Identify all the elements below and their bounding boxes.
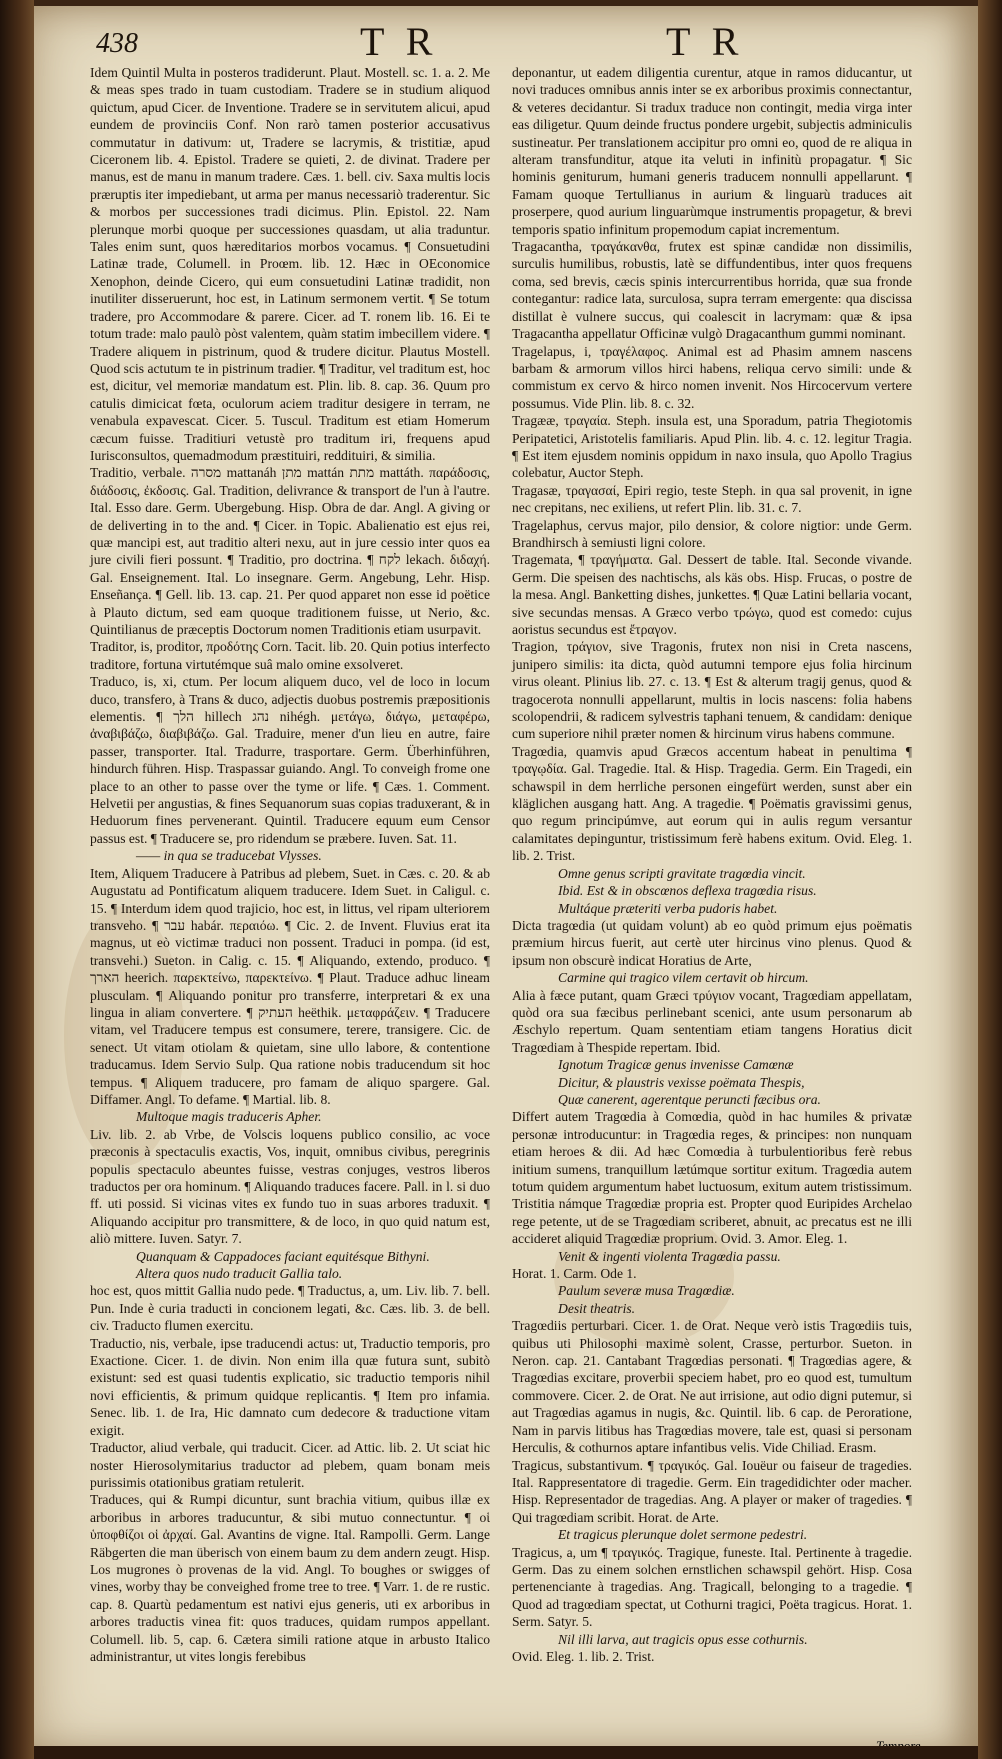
entry-paragraph: Traditor, is, proditor, προδότης Corn. Tacit. lib. 20. Quin potius interfecto traditore, fortuna virtutémque suâ malo omine exsolveret. [90, 639, 490, 672]
entry-paragraph: Tragelaphus, cervus major, pilo densior, & colore nigtior: unde Germ. Brandhirsch à semiusti ligni colore. [512, 517, 912, 550]
running-head-right: T R [666, 19, 745, 64]
entry-paragraph: Traduco, is, xi, ctum. Per locum aliquem duco, vel de loco in locum duco, transfero, à Trans & duco, adjectis duobus postremis præpositionis elementis. ¶ הלך hillech נהג nihégh. μετάγω, διάγω, μεταφέρω, ἀναβιβάζω, διαβιβάζω. Gal. Traduire, mener d'un lieu en autre, faire passer, transporter. Ital. Tradurre, trasportare. Germ. Überhinführen, hindurch führen. Hisp. Traspassar guiando. Angl. To conveigh frome one place to an other to passe over the tyme or life. ¶ Cæs. 1. Comment. Helvetii per angustias, & fines Sequanorum suas copias traduxerant, & in Heduorum fines pervenerant. Quintil. Traducere equum eum Censor passus est. ¶ Traducere se, pro ridendum se præbere. Iuven. Sat. 11. [90, 674, 490, 846]
entry-paragraph: Liv. lib. 2. ab Vrbe, de Volscis loquens publico consilio, ac voce præconis à spectaculis exactis, Vos, inquit, omnibus civibus, peregrinis populis spectaculo abeuntes fuisse, vestras conjuges, vestros liberos traductos per ora hominum. ¶ Aliquando traduces facere. Pall. in l. si duo ff. uti possid. Si vicinas vites ex fundo tuo in suas arbores traduxit. ¶ Aliquando accipitur pro transmittere, & de loco, in quo quid natum est, aliò mittere. Iuven. Satyr. 7. [90, 1126, 490, 1247]
verse-quote: Venit & ingenti violenta Tragœdia passu. [558, 1248, 781, 1264]
book-binding [0, 0, 34, 1759]
entry-paragraph: Traductio, nis, verbale, ipse traducendi actus: ut, Traductio temporis, pro Exactione. Cicer. 1. de divin. Non enim illa quæ futura sunt, subitò existunt: sed est quasi tudentis explicatio, sic traductio temporis nihil novi efficientis, & primum quidque replicantis. ¶ Item pro infamia. Senec. lib. 1. de Ira, Hic damnato cum dedecore & traductione vitam exigit. [90, 1335, 490, 1438]
verse-quote: Multáque præteriti verba pudoris habet. [558, 900, 778, 916]
verse-quote: Ibid. Est & in obscœnos deflexa tragœdia risus. [558, 883, 817, 899]
entry-paragraph: Dicta tragœdia (ut quidam volunt) ab eo quòd primum ejus poëmatis præmium hircus fuerit, aut certè uter hircinus vino plenus. Quod & ipsum non obscurè indicat Horatius de Arte, [512, 917, 912, 968]
left-column [90, 64, 490, 1665]
entry-paragraph: Tragelapus, i, τραγέλαφος. Animal est ad Phasim amnem nascens barbam & armorum villos hirci habens, reliqua cervo simili: unde & commistum ex cervo & hirco nomen invenit. Nos Hircocervum vertere possumus. Vide Plin. lib. 8. c. 32. [512, 343, 912, 411]
entry-paragraph: Tragœdiis perturbari. Cicer. 1. de Orat. Neque verò istis Tragœdiis tuis, quibus uti Philosophi maximè solent, Crasse, perturbor. Sueton. in Neron. cap. 21. Cantabant Tragœdias personati. ¶ Tragœdias agere, & Tragœdias excitare, proverbii speciem habet, pro eo quod est, tumultum commovere. Cicer. 2. de Orat. Ne aut irrisione, aut odio digni putemur, si aut Tragœdias agamus in nugis, &c. Quintil. lib. 6 cap. de Peroratione, Nam in parvis litibus has Tragœdias movere, tale est, quasi si personam Herculis, & cothurnos aptare infantibus velis. Vide Chiliad. Erasm. [512, 1318, 912, 1456]
entry-paragraph: Ovid. Eleg. 1. lib. 2. Trist. [512, 1648, 655, 1664]
entry-paragraph: Traditio, verbale. מסרה mattanáh מתן mattán מתת mattáth. παράδοσις, διάδοσις, ἐκδοσις. Gal. Tradition, delivrance & transport de l'un à l'autre. Ital. Esso dare. Germ. Ubergebung. Hisp. Obra de dar. Angl. A giving or de deliverting in to the and. ¶ Cicer. in Topic. Abalienatio est ejus rei, quæ mancipi est, aut traditio alteri nexu, aut in jure cessio inter quos ea jure civili fieri possunt. ¶ Traditio, pro doctrina. ¶ לקח lekach. διδαχή. Gal. Enseignement. Ital. Lo insegnare. Germ. Angebung, Lehr. Hisp. Enseñança. ¶ Gell. lib. 13. cap. 21. Per quod apparet non esse id poëtice à Plauto dictum, sed eam quoque traditionem fuisse, ut Nerio, &c. Quintilianus de præceptis Doctorum nomen Traditionis etiam usurpavit. [90, 465, 490, 637]
entry-paragraph: Alia à fæce putant, quam Græci τρύγιον vocant, Tragœdiam appellatam, quòd ora sua fæcibus perlinebant scenici, ante usum personarum ab Æschylo repertum. Quam sententiam etiam tangens Horatius dicit Tragœdiam à Thespide repertam. Ibid. [512, 987, 912, 1055]
verse-quote: Ignotum Tragicæ genus invenisse Camœnæ [558, 1057, 794, 1073]
verse-quote: Carmine qui tragico vilem certavit ob hircum. [558, 970, 809, 986]
verse-quote: Et tragicus plerunque dolet sermone pedestri. [558, 1527, 808, 1543]
entry-paragraph: hoc est, quos mittit Gallia nudo pede. ¶ Traductus, a, um. Liv. lib. 7. bell. Pun. Inde è curia traducti in concionem legati, &c. Cæs. lib. 3. de bell. civ. Traducto flumen exercitu. [90, 1283, 490, 1334]
entry-paragraph: Tragœdia, quamvis apud Græcos accentum habeat in penultima ¶ τραγῳδία. Gal. Tragedie. Ital. & Hisp. Tragedia. Germ. Ein Tragedi, ein schawspil in dem herrliche personen eingefürt werden, sunst aber ein kläglichen ausgang hatt. Ang. A tragedie. ¶ Poëmatis gravissimi genus, quo regum principúmve, aut eorum qui in aulis regum versantur calamitates depinguntur, tristissimum ferè habens exitum. Ovid. Eleg. 1. lib. 2. Trist. [512, 743, 912, 864]
verse-quote: —— in qua se traducebat Vlysses. [136, 848, 322, 864]
page-number: 438 [96, 28, 138, 59]
verse-quote: Altera quos nudo traducit Gallia talo. [136, 1266, 343, 1282]
entry-paragraph: Tragææ, τραγαία. Steph. insula est, una Sporadum, patria Thegiotomis Peripatetici, Aristotelis familiaris. Apud Plin. lib. 4. c. 12. legitur Tragia. ¶ Est item ejusdem nominis oppidum in naxo insula, quo Apollo Tragius colebatur, Auctor Steph. [512, 413, 912, 481]
entry-paragraph: Traduces, qui & Rumpi dicuntur, sunt brachia vitium, quibus illæ ex arboribus in arbores traducuntur, & sibi mutuo connectuntur. ¶ οἱ ὑποφθίζοι οἱ ἀρχαί. Gal. Avantins de vigne. Ital. Rampolli. Germ. Lange Räbgerten die man überisch von einem baum zu dem andern zeugt. Hisp. Los mugrones ò provenas de la vid. Angl. To boughes or swigges of vines, worby thay be conveighed frome tree to tree. ¶ Varr. 1. de re rustic. cap. 8. Quartù pedamentum est nativi ejus generis, uti ex arboribus in arbores traductis vinea fit: quos traduces, quidam rumpos appellant. Columell. lib. 5, cap. 6. Cætera simili ratione atque in arbusto Italico administrantur, ut vites longis ferebibus [90, 1492, 490, 1664]
entry-paragraph: Item, Aliquem Traducere à Patribus ad plebem, Suet. in Cæs. c. 20. & ab Augustatu ad Pontificatum aliquem traducere. Idem Suet. in Caligul. c. 15. ¶ Interdum idem quod trajicio, hoc est, in littus, vel ripam ulteriorem transveho. ¶ עבר habár. περαιόω. ¶ Cic. 2. de Invent. Fluvius erat ita magnus, ut eò victimæ traduci non possent. Traduci in pompa. (id est, transvehi.) Sueton. in Calig. c. 15. ¶ Aliquando, extendo, produco. ¶ הארך heerich. παρεκτείνω, παρεκτείνω. ¶ Plaut. Traduce adhuc lineam plusculam. ¶ Aliquando ponitur pro transferre, interpretari & ex una lingua in aliam convertere. ¶ העתיק heëthik. μεταφράζειν. ¶ Traducere vitam, vel Traducere tempus est consumere, terere, transigere. Cic. de senect. Ut vitam otiolam & quietam, sine ullo labore, & contentione traducamus. Idem Servio Sulp. Qua ratione nobis traducendum sit hoc tempus. ¶ Aliquem traducere, pro famam de aliquo spargere. Gal. Diffamer. Angl. To defame. ¶ Martial. lib. 8. [90, 865, 490, 1107]
entry-paragraph: Traductor, aliud verbale, qui traducit. Cicer. ad Attic. lib. 2. Ut sciat hic noster Hierosolymitarius traductor ad plebem, quam bonam meis purissimis otationibus gratiam retulerit. [90, 1440, 490, 1490]
verse-quote: Dicitur, & plaustris vexisse poëmata Thespis, [558, 1074, 805, 1090]
verse-quote: Paulum severæ musa Tragœdiæ. [558, 1283, 735, 1299]
entry-paragraph: Tragemata, ¶ τραγήματα. Gal. Dessert de table. Ital. Seconde vivande. Germ. Die speisen des nachtischs, als käs obs. Hisp. Frucas, o postre de la mesa. Angl. Banketting dishes, junkettes. ¶ Quæ Latini bellaria vocant, sive secundas mensas. A Græco verbo τρώγω, quod est comedo: cujus aoristus secundus est ἔτραγον. [512, 552, 912, 637]
entry-paragraph: Horat. 1. Carm. Ode 1. [512, 1266, 637, 1282]
verse-quote: Multoque magis traduceris Apher. [136, 1109, 322, 1125]
verse-quote: Quanquam & Cappadoces faciant equitésque Bithyni. [136, 1248, 430, 1264]
entry-paragraph: Tragicus, a, um ¶ τραγικός. Tragique, funeste. Ital. Pertinente à tragedie. Germ. Das zu einem solchen ernstlichen schawspil gehört. Hisp. Cosa pertenenciante à tragedias. Ang. Tragicall, belonging to a tragedie. ¶ Quod ad tragœdiam spectat, ut Cothurni tragici, Poëta tragicus. Horat. 1. Serm. Satyr. 5. [512, 1544, 912, 1630]
entry-paragraph: Differt autem Tragœdia à Comœdia, quòd in hac humiles & privatæ personæ introducuntur: in Tragœdia reges, & principes: non nunquam etiam heroes & dii. Ad hæc Comœdia à turbulentioribus ferè rebus initium sumens, tranquillum lætúmque sortitur exitum. Tragœdia autem totum quidem argumentum habet luctuosum, exitum autem tristissimum. Tristitia námque Tragœdiæ propria est. Propter quod Euripides Archelao rege petente, ut de se Tragœdiam scriberet, abnuit, ac precatus est ne illi accideret aliquid Tragœdiæ proprium. Ovid. 3. Amor. Eleg. 1. [512, 1109, 912, 1247]
running-head-left: T R [360, 19, 439, 64]
entry-paragraph: deponantur, ut eadem diligentia curentur, atque in ramos diducantur, ut novi traduces omnibus annis inter se ex arboribus proximis connectantur, & veteres decidantur. Si tradux traduce non contingit, media virga inter eas diligetur. Quum deinde fructus pondere urgebit, subjectis adminiculis sustineatur. Per translationem accipitur pro omni eo, quod de re aliqua in alteram transfunditur, atque ita veluti in infinitù propagatur. ¶ Sic hominis geniturum, humani generis traducem nonnulli appellarunt. ¶ Famam quoque Tertullianus in aurium & linguarù traduces ait proserpere, quod aurium linguarùmque instrumentis propagetur, & brevi temporis spatio infinitum propemodum capiat incrementum. [512, 65, 912, 237]
verse-quote: Desit theatris. [558, 1300, 636, 1316]
verse-quote: Quæ canerent, agerentque peruncti fæcibus ora. [558, 1091, 821, 1107]
entry-paragraph: Idem Quintil Multa in posteros tradiderunt. Plaut. Mostell. sc. 1. a. 2. Me & meas spes trado in tuam custodiam. Tradere se in studium aliquod quictum, apud Cicer. de Inventione. Tradere se in servitutem alicui, apud eundem de provinciis Conf. Non rarò tamen posterior accusativus commutatur in dativum: ut, Tradere se lacrymis, & tristitiæ, apud Ciceronem lib. 4. Epistol. Tradere se quieti, 2. de divinat. Tradere per manus, est de manu in manum tradere. Cæs. 1. bell. civ. Saxa multis locis præruptis iter impediebant, ut arma per manus necessariò traderentur. Sic & morbos per successiones tradi dicimus. Plin. Epistol. 22. Nam plerunque morbi quoque per successiones quasdam, ut alia traduntur. Tales enim sunt, quos hæreditarios morbos vocamus. ¶ Consuetudini Latinæ trade, Columell. in Proœm. lib. 12. Hæc in OEconomice Xenophon, deinde Cicero, qui eum consuetudini Latinæ tradidit, non inutiliter disseruerunt, hoc est, in Latinum sermonem vertit. ¶ Se totum tradere, pro Accommodare & parere. Cicer. ad T. ronem lib. 16. Ei te totum trade: malo paulò pòst valentem, quàm statim imbecillem videre. ¶ Tradere aliquem in pistrinum, quod & trudere dicitur. Plautus Mostell. Quod scis actutum te in pistrinum tradier. ¶ Traditur, vel traditum est, hoc est, dicitur, vel memoriæ mandatum est. Plin. lib. 8. cap. 36. Quum pro catulis dimicicat fœta, oculorum aciem traditur desigere in terram, ne venabula expavescat. Cicer. 5. Tuscul. Traditum est etiam Homerum cæcum fuisse. Traditiuri vetustè pro traditum iri, frequens apud Iurisconsultos, quemadmodum præstituiri, reddituiri, & similia. [90, 65, 490, 463]
verse-quote: Omne genus scripti gravitate tragœdia vincit. [558, 865, 806, 881]
entry-paragraph: Tragion, τράγιον, sive Tragonis, frutex non nisi in Creta nascens, junipero similis: ita dicta, quòd autumni tempore ejus folia hircinum virus oleant. Plinius lib. 27. c. 13. ¶ Est & alterum tragij genus, quod & tragocerota nonnulli appellarunt, multis in locis nascens: folia habens scolopendrii, & radicem sylvestris taphani tenuem, & candidam: denique cum superiore nihil præter nomen & hircinum virus habens commune. [512, 639, 912, 742]
entry-paragraph: Tragasæ, τραγασαί, Epiri regio, teste Steph. in qua sal provenit, in igne nec crepitans, nec exiliens, ut refert Plin. lib. 31. c. 7. [512, 482, 912, 516]
book-edge [978, 0, 1002, 1759]
entry-paragraph: Tragacantha, τραγάκανθα, frutex est spinæ candidæ non dissimilis, surculis humilibus, robustis, latè se diffundentibus, inter quos frequens coma, sed brevis, cæcis spinis intercurrentibus horrida, quæ sua fronde contegantur: radice lata, surculosa, supra terram emergente: qua discissa distillat è vulnere succus, qui coalescit in lacrymam: quæ & ipsa Tragacantha appellatur Officinæ vulgò Dragacanthum gummi nominant. [512, 239, 912, 342]
page-bottom-edge [34, 1746, 978, 1759]
book-page [34, 6, 978, 1756]
right-column [512, 64, 912, 1665]
verse-quote: Nil illi larva, aut tragicis opus esse cothurnis. [558, 1631, 808, 1647]
entry-paragraph: Tragicus, substantivum. ¶ τραγικός. Gal. Iouëur ou faiseur de tragedies. Ital. Rappresentatore di tragedie. Germ. Ein tragedidichter oder macher. Hisp. Representador de tragedias. Ang. A player or maker of tragedies. ¶ Qui tragœdiam scribit. Horat. de Arte. [512, 1457, 912, 1525]
